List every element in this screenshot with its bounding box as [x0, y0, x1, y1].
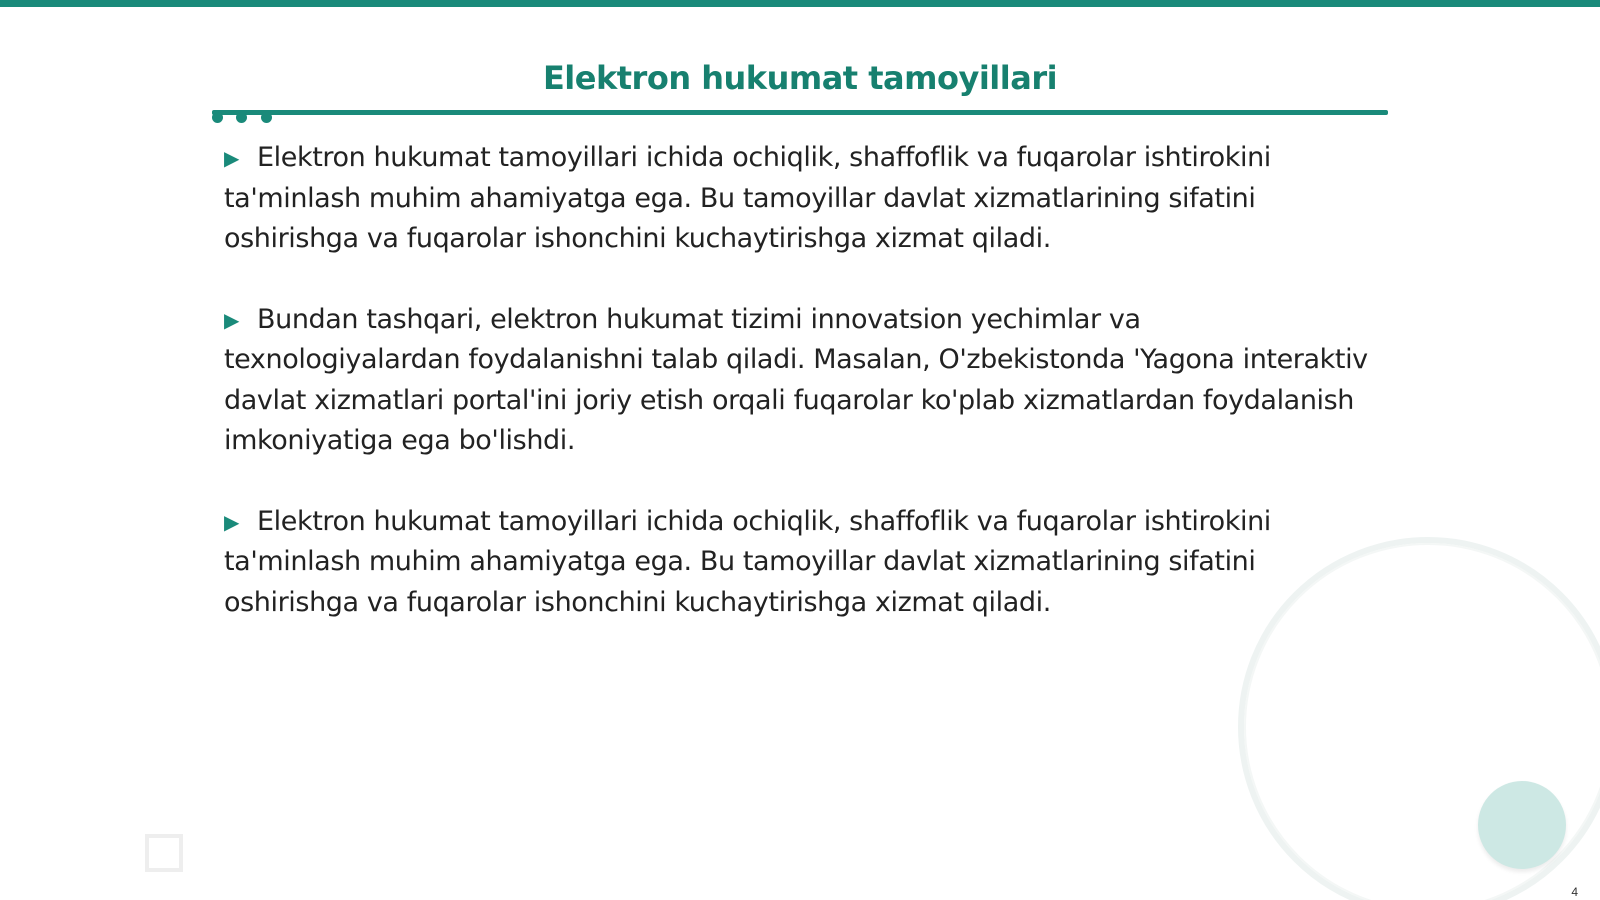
triangle-bullet-icon: ▶ [224, 307, 239, 332]
bullet-text: Elektron hukumat tamoyillari ichida ochiqlik, shaffoflik va fuqarolar ishtirokini ta'minlash muhim ahamiyatga ega. Bu tamoyillar davlat xizmatlarining sifatini oshirishga va fuqarolar ishonchini kuchaytirishga xizmat qiladi. [224, 505, 1271, 618]
page-number: 4 [1571, 885, 1578, 899]
decorative-square [145, 834, 183, 872]
triangle-bullet-icon: ▶ [224, 146, 239, 170]
bullet-paragraph-2 [224, 300, 1369, 462]
decoration-dot [261, 112, 272, 123]
bullet-text: Bundan tashqari, elektron hukumat tizimi innovatsion yechimlar va texnologiyalardan foydalanishni talab qiladi. Masalan, O'zbekistonda 'Yagona interaktiv davlat xizmatlari portal'ini joriy etish orqali fuqarolar ko'plab xizmatlardan foydalanish imkoniyatiga ega bo'lishdi. [224, 303, 1368, 456]
top-accent-bar [0, 0, 1600, 7]
bullet-paragraph-3 [224, 502, 1369, 624]
triangle-bullet-icon: ▶ [224, 509, 239, 534]
bullet-paragraph-1 [224, 138, 1369, 260]
bullet-list [224, 138, 1369, 663]
decoration-dot [212, 112, 223, 123]
bullet-text: Elektron hukumat tamoyillari ichida ochiqlik, shaffoflik va fuqarolar ishtirokini ta'minlash muhim ahamiyatga ega. Bu tamoyillar davlat xizmatlarining sifatini oshirishga va fuqarolar ishonchini kuchaytirishga xizmat qiladi. [224, 142, 1271, 254]
decorative-circle [1478, 781, 1566, 869]
title-decoration-dots [212, 112, 292, 124]
decoration-dot [236, 112, 247, 123]
slide-title: Elektron hukumat tamoyillari [542, 59, 1058, 97]
title-underline [212, 110, 1388, 115]
